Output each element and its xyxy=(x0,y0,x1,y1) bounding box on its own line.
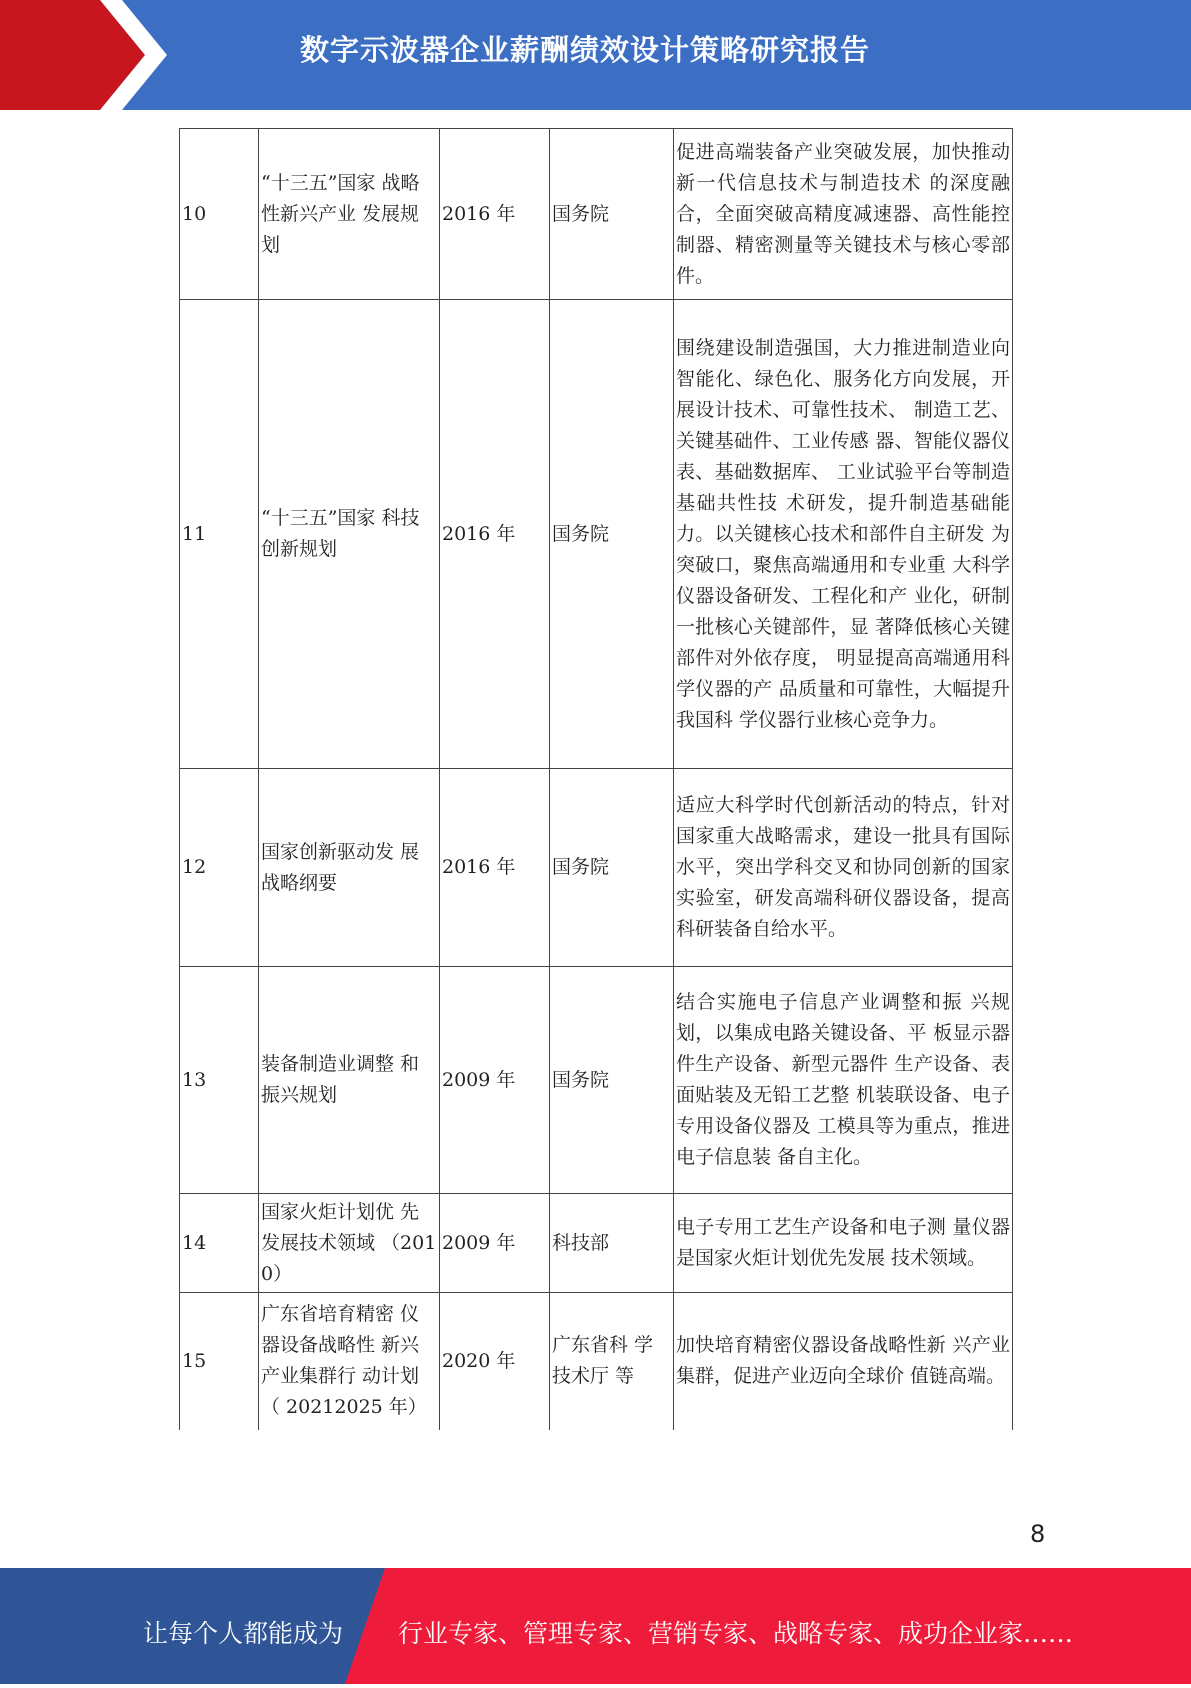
policy-name: 国家火炬计划优 先发展技术领域 （2010） xyxy=(259,1194,440,1293)
table-row xyxy=(180,769,1013,967)
footer-slogan-right: 行业专家、管理专家、营销专家、战略专家、成功企业家…… xyxy=(398,1619,1074,1648)
table-row xyxy=(180,300,1013,769)
table-row xyxy=(180,967,1013,1194)
issuing-agency: 国务院 xyxy=(550,967,674,1194)
row-number: 14 xyxy=(180,1194,259,1293)
policy-year: 2009 年 xyxy=(440,967,550,1194)
page-number: 8 xyxy=(1030,1520,1046,1548)
policy-name: 装备制造业调整 和振兴规划 xyxy=(259,967,440,1194)
policy-year: 2016 年 xyxy=(440,769,550,967)
row-number: 10 xyxy=(180,129,259,300)
policy-year: 2016 年 xyxy=(440,300,550,769)
issuing-agency: 国务院 xyxy=(550,769,674,967)
issuing-agency: 广东省科 学技术厅 等 xyxy=(550,1293,674,1430)
table-row xyxy=(180,129,1013,300)
row-number: 15 xyxy=(180,1293,259,1430)
policy-description: 加快培育精密仪器设备战略性新 兴产业集群，促进产业迈向全球价 值链高端。 xyxy=(674,1293,1013,1430)
table-row xyxy=(180,1293,1013,1430)
row-number: 11 xyxy=(180,300,259,769)
policy-description: 结合实施电子信息产业调整和振 兴规划，以集成电路关键设备、平 板显示器件生产设备、新型元器件 生产设备、表面贴装及无铅工艺整 机装联设备、电子专用设备仪器及 工模具等为重点，推进电子信息装 备自主化。 xyxy=(674,967,1013,1194)
policy-name: “十三五”国家 科技创新规划 xyxy=(259,300,440,769)
issuing-agency: 国务院 xyxy=(550,129,674,300)
policy-name: “十三五”国家 战略性新兴产业 发展规划 xyxy=(259,129,440,300)
row-number: 12 xyxy=(180,769,259,967)
policy-description: 围绕建设制造强国，大力推进制造业向智能化、绿色化、服务化方向发展，开展设计技术、可靠性技术、 制造工艺、关键基础件、工业传感 器、智能仪器仪表、基础数据库、 工业试验平台等制造基础共性技 术研发，提升制造基础能力。以关键核心技术和部件自主研发 为突破口，聚焦高端通用和专业重 大科学仪器设备研发、工程化和产 业化，研制一批核心关键部件，显 著降低核心关键部件对外依存度， 明显提高高端通用科学仪器的产 品质量和可靠性，大幅提升我国科 学仪器行业核心竞争力。 xyxy=(674,300,1013,769)
policy-name: 广东省培育精密 仪器设备战略性 新兴产业集群行 动计划（ 20212025 年） xyxy=(259,1293,440,1430)
issuing-agency: 科技部 xyxy=(550,1194,674,1293)
table-row xyxy=(180,1194,1013,1293)
policy-year: 2020 年 xyxy=(440,1293,550,1430)
footer-slogan-left: 让每个人都能成为 xyxy=(143,1619,344,1648)
policy-table xyxy=(179,128,1013,1430)
policy-description: 促进高端装备产业突破发展，加快推动新一代信息技术与制造技术 的深度融合，全面突破高精度减速器、高性能控制器、精密测量等关键技术与核心零部件。 xyxy=(674,129,1013,300)
issuing-agency: 国务院 xyxy=(550,300,674,769)
policy-year: 2009 年 xyxy=(440,1194,550,1293)
header-banner xyxy=(0,0,1191,110)
policy-description: 适应大科学时代创新活动的特点，针对国家重大战略需求，建设一批具有国际水平，突出学科交叉和协同创新的国家实验室，研发高端科研仪器设备，提高科研装备自给水平。 xyxy=(674,769,1013,967)
policy-year: 2016 年 xyxy=(440,129,550,300)
policy-name: 国家创新驱动发 展战略纲要 xyxy=(259,769,440,967)
row-number: 13 xyxy=(180,967,259,1194)
document-title: 数字示波器企业薪酬绩效设计策略研究报告 xyxy=(300,33,871,67)
policy-description: 电子专用工艺生产设备和电子测 量仪器是国家火炬计划优先发展 技术领域。 xyxy=(674,1194,1013,1293)
